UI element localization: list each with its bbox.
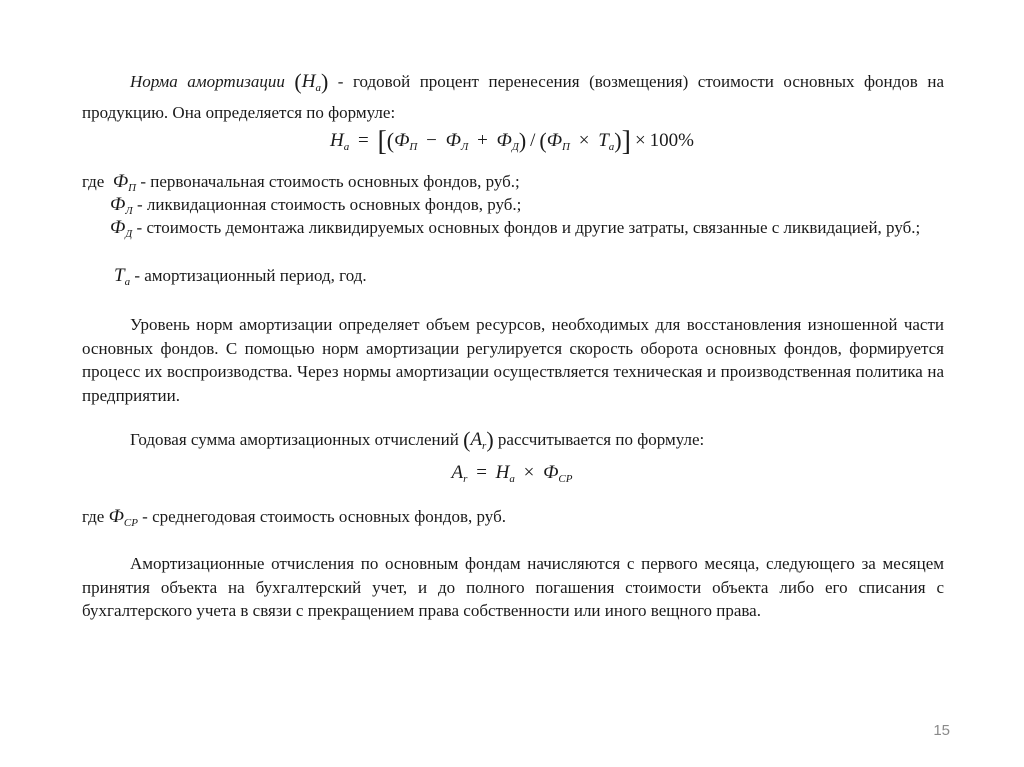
- term-depreciation-norm: Норма амортизации: [130, 72, 285, 91]
- paragraph-depreciation-norm: [82, 70, 944, 124]
- definition-fd: $Ф_Д$ - стоимость демонтажа ликвидируемых основных фондов и другие затраты, связанные с ликвидацией, руб.;: [110, 217, 921, 240]
- formula-annual-sum: $A_r = H_а \times Ф_{СР}$: [451, 462, 573, 485]
- definition-fl: $Ф_Л$ - ликвидационная стоимость основных фондов, руб.;: [110, 194, 522, 217]
- definition-ta: $T_а$ - амортизационный период, год.: [114, 265, 367, 288]
- paragraph-norm-level: Уровень норм амортизации определяет объем ресурсов, необходимых для восстановления изношенной части основных фондов. С помощью норм амортизации регулируется скорость оборота основных фондов, формируется процесс их воспроизводства. Через нормы амортизации осуществляется техническая и производственная политика на предприятии.: [82, 315, 944, 405]
- definition-fcp: где $Ф_{СР}$ - среднегодовая стоимость основных фондов, руб.: [82, 506, 506, 529]
- formula-depreciation-norm: $H_а = [(Ф_П - Ф_Л + Ф_Д) / (Ф_П \times T_а)] \times 100\%$: [330, 126, 694, 157]
- inline-formula-ha: $(H_а)$: [294, 69, 329, 94]
- paragraph-depreciation-accrual: Амортизационные отчисления по основным фондам начисляются с первого месяца, следующего за месяцем принятия объекта на бухгалтерский учет, и до полного погашения стоимости объекта либо его списания с бухгалтерского учета в связи с прекращением права собственности или иного вещного права.: [82, 554, 944, 620]
- page-number: 15: [933, 722, 950, 739]
- inline-formula-ar: $(A_r)$: [463, 427, 494, 452]
- paragraph-annual-sum: Годовая сумма амортизационных отчислений $(A_r)$ рассчитывается по формуле:: [130, 427, 705, 452]
- definition-fp: где $Ф_П$ - первоначальная стоимость основных фондов, руб.;: [82, 171, 520, 194]
- paragraph-text: - годовой процент перенесения (возмещения) стоимости основных фондов на продукцию. Она определяется по формуле:: [82, 72, 944, 122]
